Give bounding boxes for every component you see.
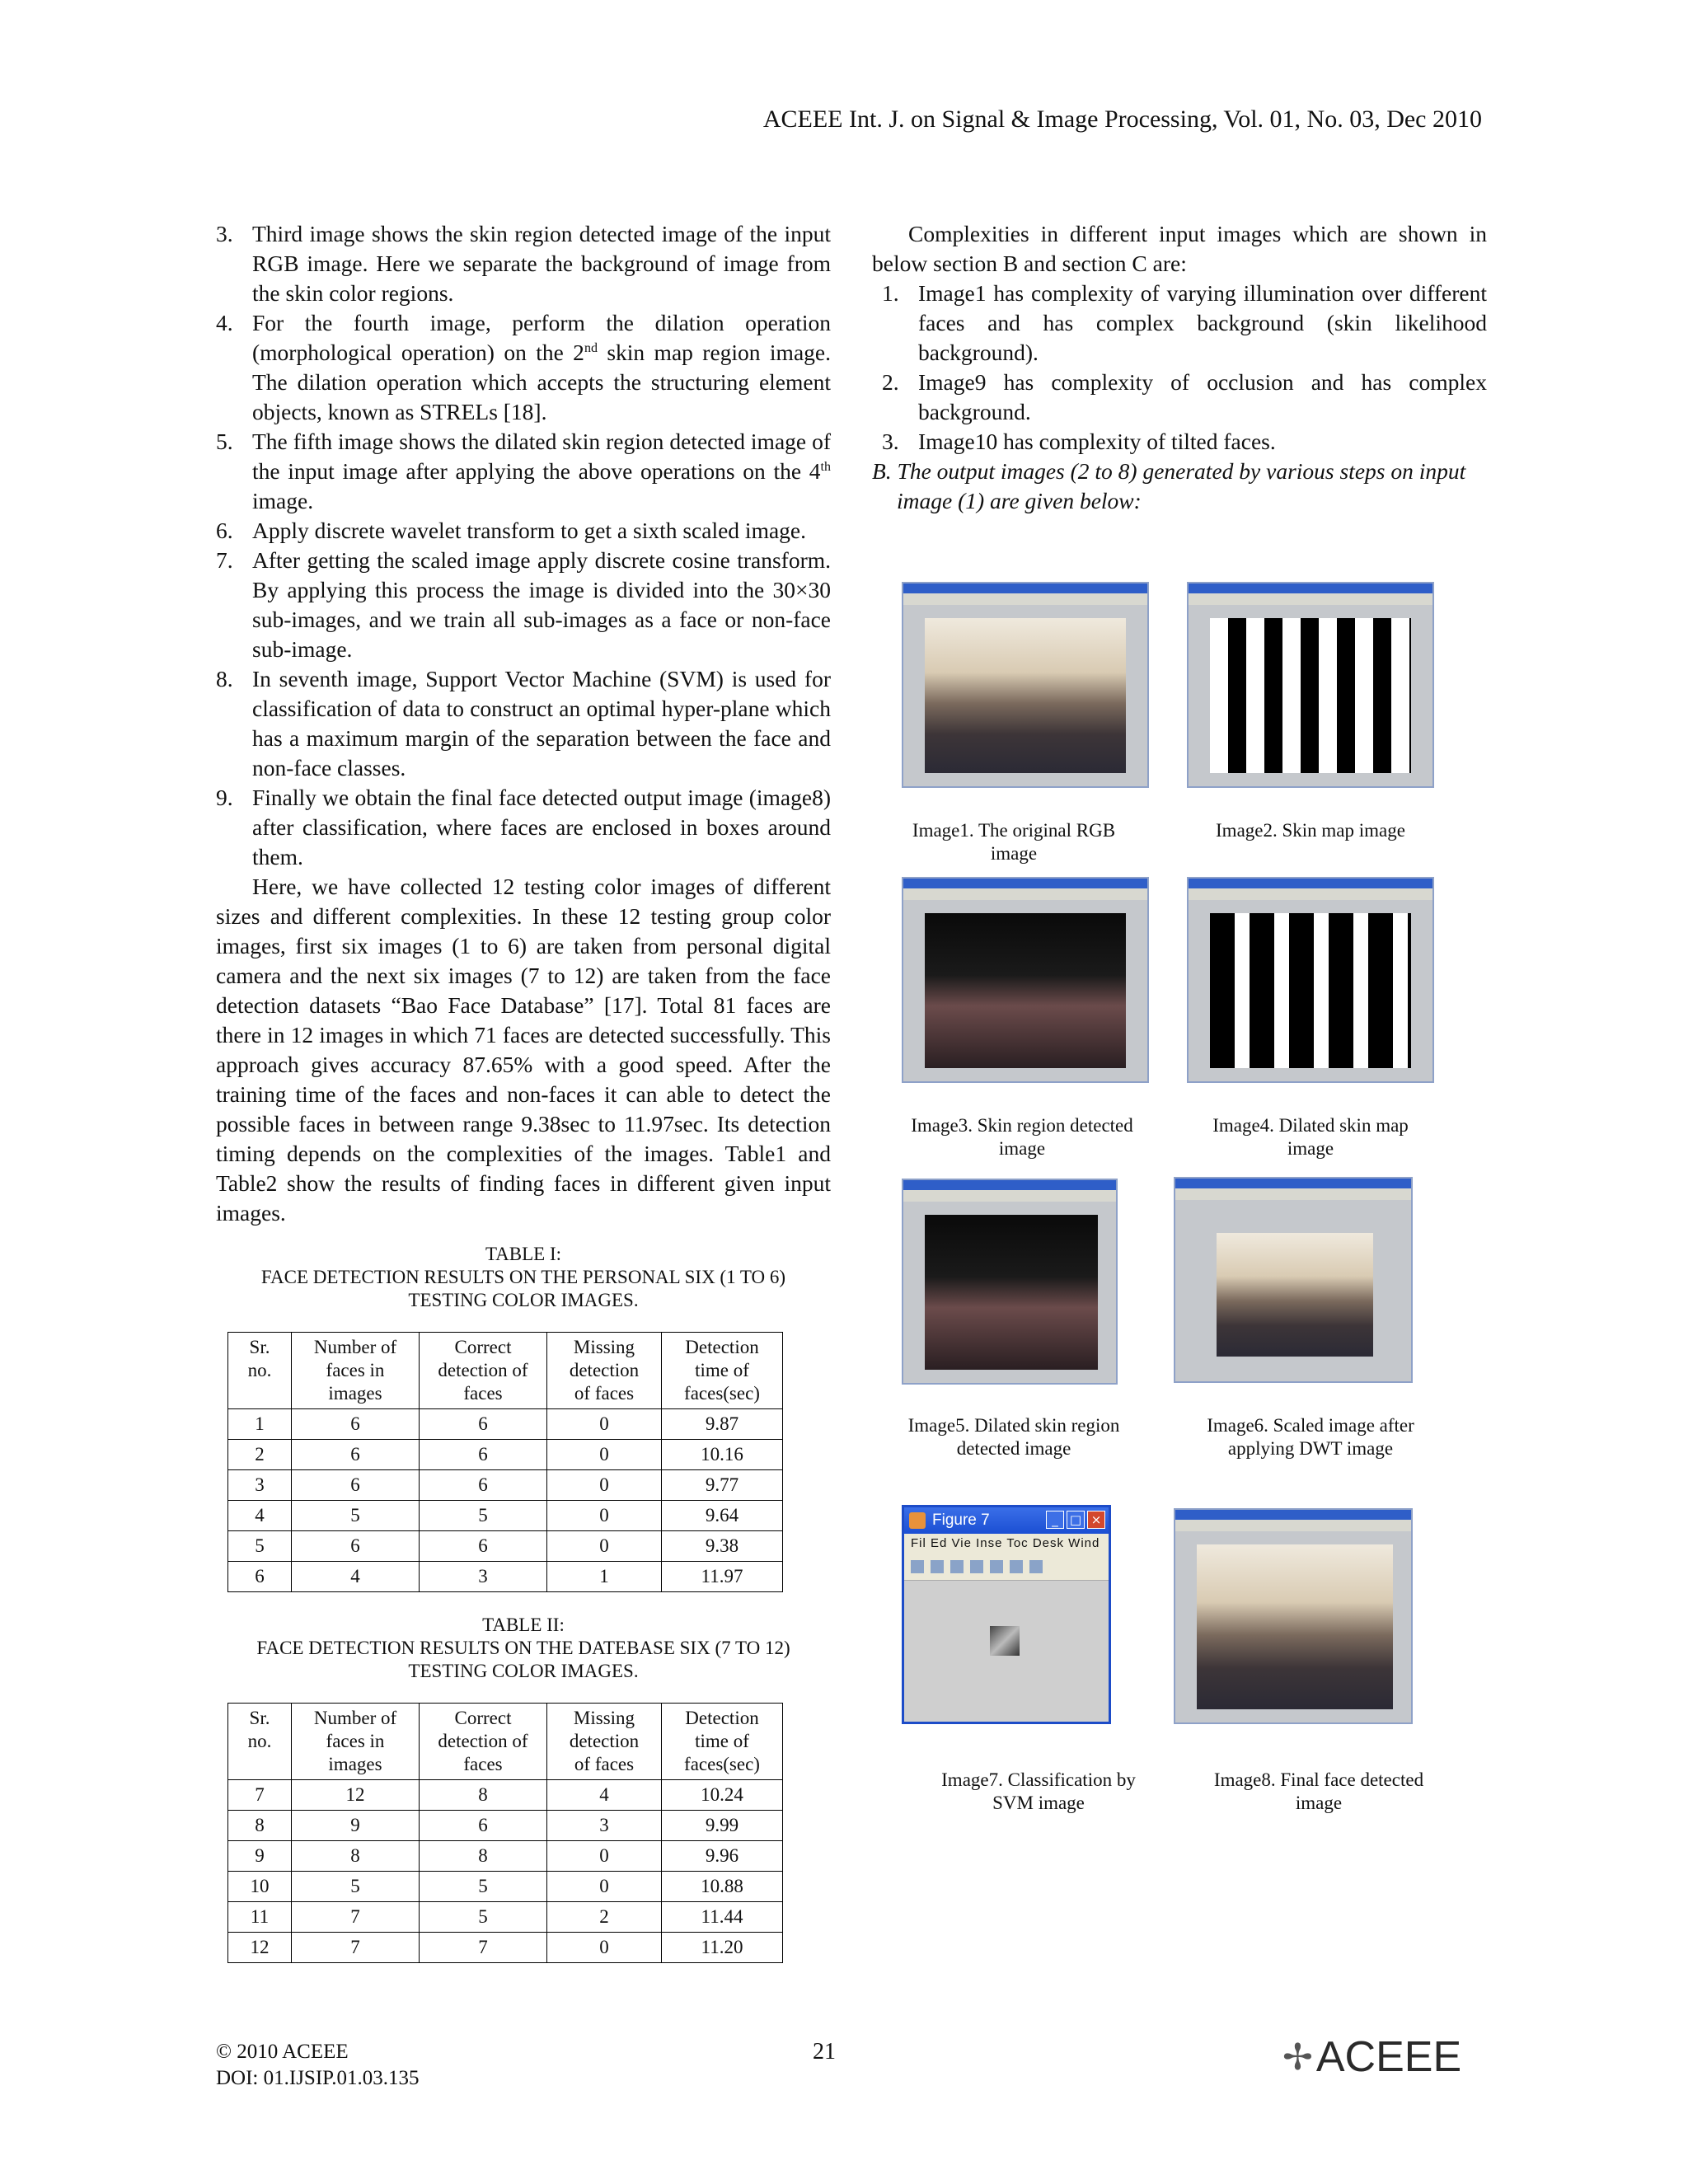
list-item: 2. Image9 has complexity of occlusion and has complex background. (882, 369, 1487, 424)
table-row (228, 1811, 783, 1841)
table-cell: 9 (228, 1841, 292, 1872)
table-cell: 3 (228, 1470, 292, 1501)
table-cell: 3 (420, 1562, 547, 1592)
image5-caption: Image5. Dilated skin region detected image (907, 1415, 1120, 1459)
table-row (228, 1501, 783, 1531)
table-row (228, 1409, 783, 1440)
table-row (228, 1872, 783, 1902)
table-cell: 6 (292, 1409, 420, 1440)
table-row (228, 1841, 783, 1872)
table-cell: 5 (292, 1501, 420, 1531)
table-cell: 6 (292, 1531, 420, 1562)
image6-caption: Image6. Scaled image after applying DWT image (1207, 1415, 1414, 1459)
table-cell: 4 (228, 1501, 292, 1531)
figure-menu-bar: Fil Ed Vie Inse Toc Desk Wind (904, 1534, 1109, 1554)
figure-window-titlebar: Figure 7 _ □ × (904, 1507, 1109, 1534)
table-header-cell: Correct detection of faces (420, 1333, 547, 1409)
list-item: 6. Apply discrete wavelet transform to get a sixth scaled image. (216, 518, 807, 543)
table-cell: 7 (420, 1933, 547, 1963)
body-paragraph: Here, we have collected 12 testing color images of different sizes and different complexities. In these 12 testing group color images, first six images (1 to 6) are taken from personal digital camera and the next six images (7 to 12) are taken from the face detection datasets “Bao Face Database” [17]. Total 81 faces are there in 12 images in which 71 faces are detected successfully. This approach gives accuracy 87.65% with a good speed. After the training time of the faces and non-faces it can able to detect the possible faces in between range 9.38sec to 11.97sec. Its detection timing depends on the complexities of the images. Table1 and Table2 show the results of finding faces in different given input images. (216, 874, 831, 1226)
list-item: 3. Third image shows the skin region detected image of the input RGB image. Here we separate the background of image from the skin color regions. (216, 221, 831, 306)
star-logo-icon: ✢ (1282, 2036, 1313, 2078)
table-cell: 1 (547, 1562, 662, 1592)
table-row (228, 1902, 783, 1933)
table-row (228, 1780, 783, 1811)
complexities-list (872, 279, 1487, 457)
table-cell: 0 (547, 1933, 662, 1963)
image8-figure (1174, 1508, 1413, 1724)
table-cell: 8 (420, 1780, 547, 1811)
table-cell: 9.87 (662, 1409, 783, 1440)
complexities-intro: Complexities in different input images which are shown in below section B and section C are: (872, 221, 1487, 276)
image6-figure (1174, 1177, 1413, 1383)
table-cell: 11 (228, 1902, 292, 1933)
image4-figure (1187, 877, 1434, 1083)
table-cell: 6 (420, 1470, 547, 1501)
table-cell: 12 (228, 1933, 292, 1963)
list-item: 4. For the fourth image, perform the dilation operation (morphological operation) on the 2nd skin map region image. The dilation operation which accepts the structuring element objects, known as STRELs [18]. (216, 310, 831, 424)
table-cell: 5 (292, 1872, 420, 1902)
page-number: 21 (813, 2039, 836, 2064)
classified-subimage (990, 1626, 1020, 1656)
table-cell: 8 (228, 1811, 292, 1841)
table-cell: 8 (292, 1841, 420, 1872)
table-cell: 0 (547, 1531, 662, 1562)
table-cell: 7 (292, 1902, 420, 1933)
table-header-cell: Missing detection of faces (547, 1333, 662, 1409)
image4-caption: Image4. Dilated skin map image (1212, 1115, 1409, 1159)
table-row (228, 1933, 783, 1963)
table-cell: 9.77 (662, 1470, 783, 1501)
image1-caption: Image1. The original RGB image (912, 820, 1116, 864)
aceee-logo: ✢ ACEEE (1282, 2033, 1462, 2081)
table-cell: 0 (547, 1841, 662, 1872)
image3-caption: Image3. Skin region detected image (911, 1115, 1133, 1159)
left-column (216, 219, 831, 1963)
list-item: 7. After getting the scaled image apply discrete cosine transform. By applying this process the image is divided into the 30×30 sub-images, and we train all sub-images as a face or non-face sub-image. (216, 547, 831, 662)
maximize-icon: □ (1067, 1511, 1085, 1529)
table-cell: 4 (547, 1780, 662, 1811)
running-header: ACEEE Int. J. on Signal & Image Processing, Vol. 01, No. 03, Dec 2010 (762, 105, 1482, 133)
image1-figure (902, 582, 1149, 788)
right-column (872, 219, 1487, 516)
table-header-cell: Detection time of faces(sec) (662, 1704, 783, 1780)
table-cell: 0 (547, 1470, 662, 1501)
table-cell: 7 (292, 1933, 420, 1963)
table-cell: 9.64 (662, 1501, 783, 1531)
matlab-icon (909, 1512, 926, 1529)
table-cell: 6 (420, 1409, 547, 1440)
table-cell: 10.16 (662, 1440, 783, 1470)
table-cell: 2 (547, 1902, 662, 1933)
footer-left: © 2010 ACEEE DOI: 01.IJSIP.01.03.135 (216, 2041, 420, 2089)
table-cell: 4 (292, 1562, 420, 1592)
table-cell: 6 (292, 1470, 420, 1501)
image7-caption: Image7. Classification by SVM image (941, 1769, 1136, 1813)
table-cell: 6 (292, 1440, 420, 1470)
table-cell: 9 (292, 1811, 420, 1841)
table-cell: 6 (420, 1531, 547, 1562)
table-cell: 3 (547, 1811, 662, 1841)
list-item: 9. Finally we obtain the final face detected output image (image8) after classification, where faces are enclosed in boxes around them. (216, 785, 831, 869)
table-cell: 6 (420, 1440, 547, 1470)
table-cell: 0 (547, 1409, 662, 1440)
table-cell: 7 (228, 1780, 292, 1811)
figure-toolbar (904, 1554, 1109, 1581)
list-item: 5. The fifth image shows the dilated skin region detected image of the input image after applying the above operations on the 4th image. (216, 429, 831, 513)
table-header-cell: Sr. no. (228, 1333, 292, 1409)
table-row (228, 1440, 783, 1470)
table-row (228, 1562, 783, 1592)
results-table-1 (227, 1332, 783, 1592)
table-cell: 5 (420, 1872, 547, 1902)
table-cell: 6 (420, 1811, 547, 1841)
table-cell: 9.96 (662, 1841, 783, 1872)
table-cell: 10.24 (662, 1780, 783, 1811)
close-icon: × (1087, 1511, 1105, 1529)
table-row (228, 1470, 783, 1501)
section-b-heading: B. The output images (2 to 8) generated by various steps on input image (1) are given below: (872, 458, 1466, 513)
list-item: 8. In seventh image, Support Vector Machine (SVM) is used for classification of data to construct an optimal hyper-plane which has a maximum margin of the separation between the face and non-face classes. (216, 666, 831, 780)
image8-caption: Image8. Final face detected image (1213, 1769, 1424, 1813)
table-cell: 12 (292, 1780, 420, 1811)
table-cell: 11.20 (662, 1933, 783, 1963)
table-cell: 11.44 (662, 1902, 783, 1933)
list-item: 1. Image1 has complexity of varying illumination over different faces and has complex background (skin likelihood background). (882, 280, 1487, 365)
table1-caption: TABLE I: FACE DETECTION RESULTS ON THE PERSONAL SIX (1 TO 6) TESTING COLOR IMAGES. (260, 1244, 786, 1310)
table-header-cell: Missing detection of faces (547, 1704, 662, 1780)
table-cell: 1 (228, 1409, 292, 1440)
results-table-2 (227, 1703, 783, 1963)
table-cell: 8 (420, 1841, 547, 1872)
table-cell: 5 (420, 1902, 547, 1933)
table-cell: 9.38 (662, 1531, 783, 1562)
table-cell: 5 (420, 1501, 547, 1531)
table2-caption: TABLE II: FACE DETECTION RESULTS ON THE DATEBASE SIX (7 TO 12) TESTING COLOR IMAGES. (256, 1615, 790, 1681)
image7-figure-window (902, 1505, 1111, 1724)
table-cell: 10.88 (662, 1872, 783, 1902)
table-cell: 5 (228, 1531, 292, 1562)
image2-caption: Image2. Skin map image (1216, 820, 1405, 841)
minimize-icon: _ (1046, 1511, 1064, 1529)
table-header-cell: Correct detection of faces (420, 1704, 547, 1780)
table-cell: 0 (547, 1501, 662, 1531)
table-row (228, 1531, 783, 1562)
table-cell: 0 (547, 1872, 662, 1902)
image5-figure (902, 1179, 1118, 1385)
table-header-cell: Detection time of faces(sec) (662, 1333, 783, 1409)
table-cell: 9.99 (662, 1811, 783, 1841)
table-header-cell: Number of faces in images (292, 1333, 420, 1409)
table-cell: 2 (228, 1440, 292, 1470)
table-header-cell: Sr. no. (228, 1704, 292, 1780)
table-header-cell: Number of faces in images (292, 1704, 420, 1780)
list-item: 3. Image10 has complexity of tilted faces. (882, 429, 1276, 454)
image2-figure (1187, 582, 1434, 788)
steps-list (216, 219, 831, 872)
image3-figure (902, 877, 1149, 1083)
table-cell: 10 (228, 1872, 292, 1902)
table-cell: 11.97 (662, 1562, 783, 1592)
table-cell: 6 (228, 1562, 292, 1592)
table-cell: 0 (547, 1440, 662, 1470)
